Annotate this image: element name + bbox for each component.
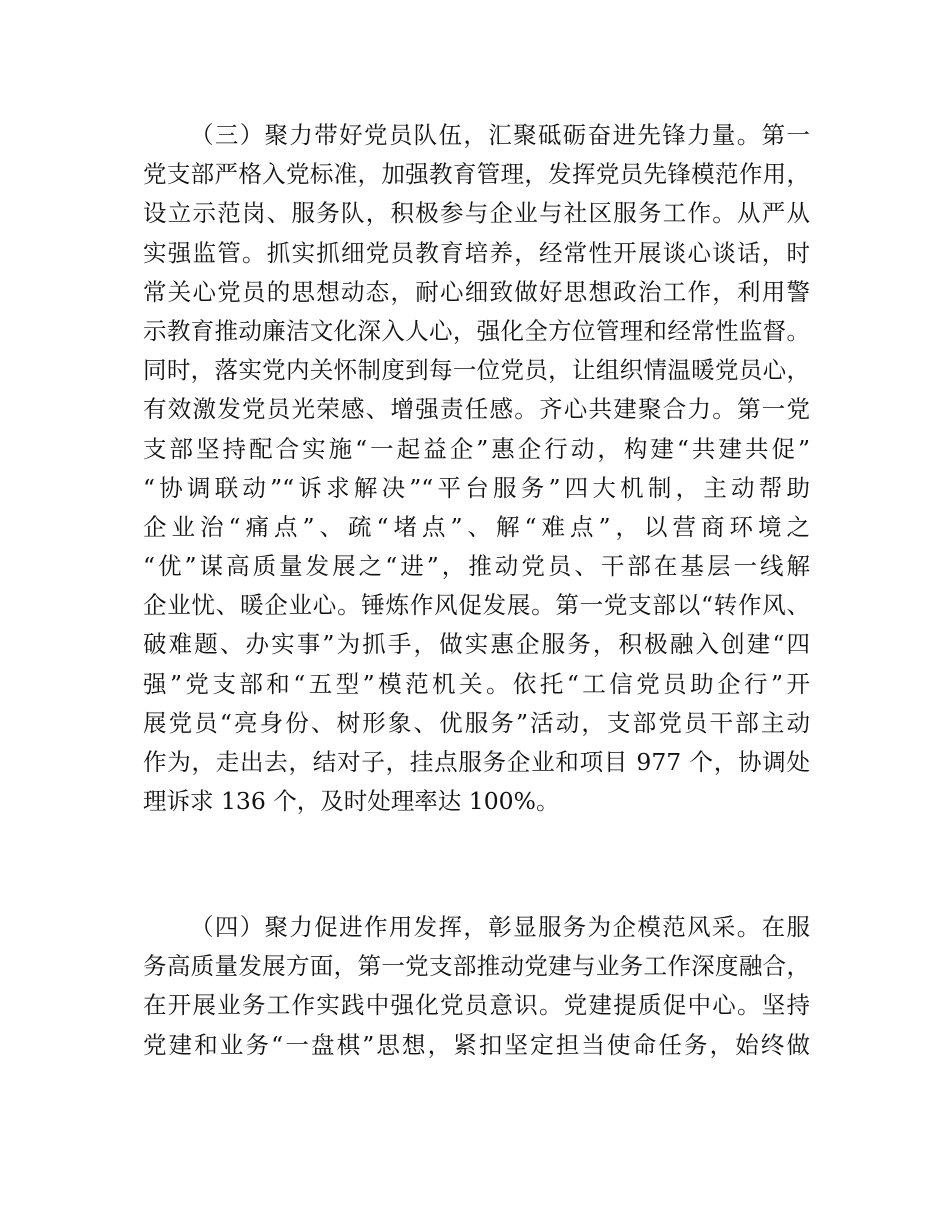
text-line: 企业治“痛点”、疏“堵点”、解“难点”，以营商环境之	[143, 512, 810, 541]
text-line: 破难题、办实事”为抓手，做实惠企服务，积极融入创建“四	[143, 630, 810, 659]
text-line: 实强监管。抓实抓细党员教育培养，经常性开展谈心谈话，时	[143, 238, 810, 267]
paragraph-service-role	[143, 908, 810, 1065]
text-line: 强”党支部和“五型”模范机关。依托“工信党员助企行”开	[143, 669, 810, 698]
text-line: 有效激发党员光荣感、增强责任感。齐心共建聚合力。第一党	[143, 395, 810, 424]
text-line: 党建和业务“一盘棋”思想，紧扣坚定担当使命任务，始终做	[143, 1030, 810, 1059]
text-line: （四）聚力促进作用发挥，彰显服务为企模范风采。在服	[190, 913, 810, 941]
text-line: 常关心党员的思想动态，耐心细致做好思想政治工作，利用警	[143, 277, 810, 306]
text-line: 在开展业务工作实践中强化党员意识。党建提质促中心。坚持	[143, 991, 810, 1020]
paragraph-party-member-team	[143, 116, 810, 821]
text-line: 展党员“亮身份、树形象、优服务”活动，支部党员干部主动	[143, 708, 810, 737]
text-line: “协调联动”“诉求解决”“平台服务”四大机制，主动帮助	[143, 473, 810, 502]
text-line: 党支部严格入党标准，加强教育管理，发挥党员先锋模范作用，	[143, 160, 810, 189]
text-line: （三）聚力带好党员队伍，汇聚砥砺奋进先锋力量。第一	[190, 121, 810, 149]
text-line: 同时，落实党内关怀制度到每一位党员，让组织情温暖党员心，	[143, 356, 810, 385]
text-line: 示教育推动廉洁文化深入人心，强化全方位管理和经常性监督。	[143, 316, 810, 345]
text-line: 务高质量发展方面，第一党支部推动党建与业务工作深度融合，	[143, 952, 810, 981]
text-line: “优”谋高质量发展之“进”，推动党员、干部在基层一线解	[143, 552, 810, 581]
text-line: 设立示范岗、服务队，积极参与企业与社区服务工作。从严从	[143, 199, 810, 228]
text-line: 理诉求 136 个，及时处理率达 100%。	[143, 787, 560, 816]
text-line: 企业忧、暖企业心。锤炼作风促发展。第一党支部以“转作风、	[143, 591, 810, 620]
text-line: 作为，走出去，结对子，挂点服务企业和项目 977 个，协调处	[143, 748, 810, 776]
text-line: 支部坚持配合实施“一起益企”惠企行动，构建“共建共促”	[143, 434, 810, 463]
